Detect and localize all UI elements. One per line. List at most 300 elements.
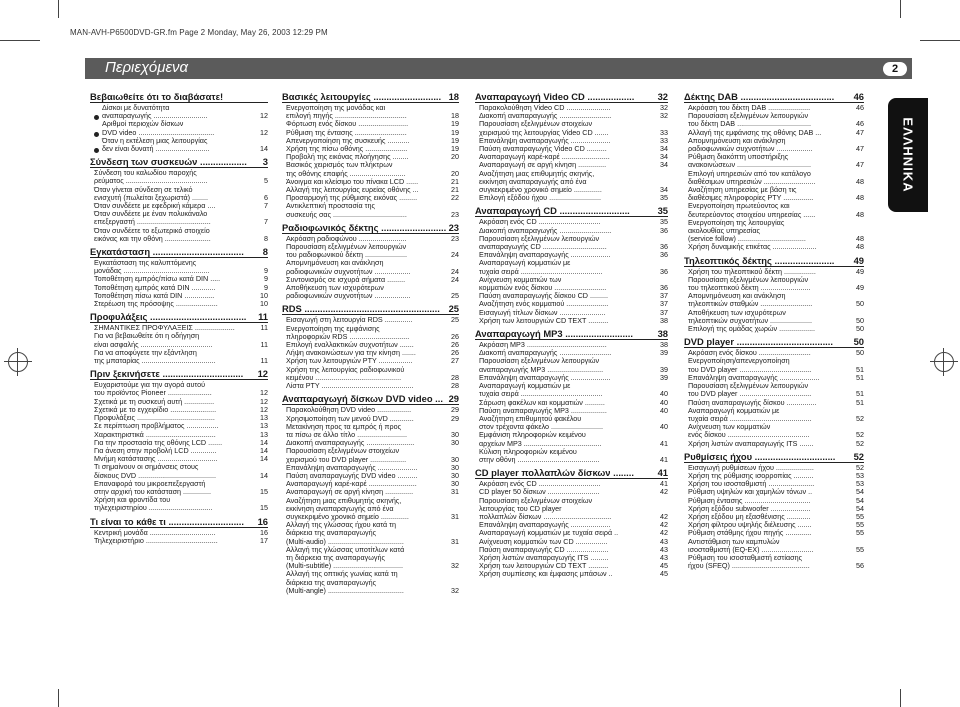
toc-entry xyxy=(475,276,668,292)
toc-section-page: 49 xyxy=(853,254,864,266)
toc-entry-page: 54 xyxy=(856,503,864,513)
toc-entry-page: 48 xyxy=(856,234,864,244)
toc-entry-page: 51 xyxy=(856,364,864,374)
toc-entry-text: Αναζήτηση ενός κομματιού ..................... xyxy=(479,299,609,309)
toc-entry-page: 39 xyxy=(660,348,668,358)
toc-entry-text: Όταν συνδέετε με εφεδρική κάμερα .... xyxy=(94,201,216,211)
toc-entry-text: Παρουσίαση εξελιγμένων λειτουργιών του τηλεοπτικού δέκτη ......................... xyxy=(688,274,811,293)
crop-mark xyxy=(920,40,960,41)
toc-entry-text: Ρύθμιση έντασης ................................. xyxy=(688,495,811,505)
toc-entry xyxy=(90,300,268,308)
toc-section-page: 3 xyxy=(262,156,268,168)
toc-entry-text: Παρουσίαση εξελιγμένων λειτουργιών αναπαραγωγής CD ................................ xyxy=(479,233,607,252)
toc-entry-text: Διακοπή αναπαραγωγής .......................... xyxy=(479,225,612,235)
toc-entry-page: 46 xyxy=(856,103,864,112)
page-title: Περιεχόμενα xyxy=(105,59,189,76)
toc-entry-list xyxy=(90,529,268,545)
toc-entry-page: 32 xyxy=(451,561,459,571)
toc-entry-list xyxy=(684,464,864,571)
toc-entry-page: 14 xyxy=(260,445,268,455)
toc-entry-page: 17 xyxy=(260,535,268,545)
toc-entry-page: 55 xyxy=(856,544,864,554)
toc-entry-text: Τηλεχειριστήριο .................................... xyxy=(94,535,218,545)
toc-entry-page: 29 xyxy=(451,413,459,423)
toc-section-label: Ρυθμίσεις ήχου ............................... xyxy=(684,450,836,462)
toc-entry xyxy=(282,447,459,463)
toc-entry-text: Ανίχνευση κομματιών των CD ................ xyxy=(479,536,608,546)
toc-section-page: 41 xyxy=(657,467,668,479)
toc-entry-page: 55 xyxy=(856,528,864,538)
toc-entry-text: Εισαγωγή ρυθμίσεων ήχου ................... xyxy=(688,462,814,472)
toc-entry-page: 19 xyxy=(451,144,459,154)
toc-entry-page: 42 xyxy=(660,511,668,521)
toc-entry xyxy=(475,431,668,447)
bullet-icon xyxy=(94,148,99,153)
toc-entry-list xyxy=(90,324,268,365)
toc-entry-text: Παρουσίαση εξελιγμένων λειτουργιών του δέκτη DAB ..................................... xyxy=(688,111,811,129)
toc-section-title xyxy=(684,336,864,348)
toc-entry-page: 9 xyxy=(264,266,268,276)
toc-entry-text: Παύση αναπαραγωγής CD ..................... xyxy=(479,544,609,554)
toc-entry xyxy=(282,161,459,177)
toc-entry xyxy=(475,170,668,195)
toc-entry-text: CD player 50 δίσκων .......................... xyxy=(479,487,600,497)
toc-section-title xyxy=(475,467,668,479)
toc-entry-list xyxy=(282,235,459,301)
bullet-icon xyxy=(94,132,99,137)
toc-entry-page: 35 xyxy=(660,217,668,227)
toc-entry-page: 10 xyxy=(260,290,268,300)
toc-entry-page: 47 xyxy=(856,127,864,137)
toc-entry xyxy=(684,440,864,448)
toc-section-page: 12 xyxy=(257,368,268,380)
toc-entry-page: 55 xyxy=(856,511,864,521)
toc-entry-page: 41 xyxy=(660,454,668,464)
toc-entry xyxy=(282,243,459,259)
toc-entry-text: Χρήση των λειτουργιών CD TEXT .......... xyxy=(479,315,609,325)
toc-entry-page: 48 xyxy=(856,242,864,252)
toc-entry-page: 41 xyxy=(660,479,668,489)
toc-entry-text: Παύση αναπαραγωγής Video CD .......... xyxy=(479,144,607,154)
toc-entry-text: Εισαγωγή τίτλων δίσκων ....................... xyxy=(479,307,606,317)
toc-entry-page: 51 xyxy=(856,372,864,382)
toc-entry-text: Όταν γίνεται σύνδεση σε τελικό ενισχυτή (πωλείται ξεχωριστά) ........ xyxy=(94,184,208,202)
toc-entry-text: Χρησιμοποίηση των μενού DVD ............ xyxy=(286,413,414,423)
toc-column-4 xyxy=(684,88,864,570)
toc-section-title xyxy=(90,311,268,323)
toc-entry-page: 33 xyxy=(660,135,668,145)
toc-entry-page: 15 xyxy=(260,486,268,496)
toc-section-page: 16 xyxy=(257,515,268,527)
toc-entry-text: Διακοπή αναπαραγωγής .......................... xyxy=(479,348,612,358)
toc-section-label: Δέκτης DAB .................................... xyxy=(684,91,835,102)
toc-entry xyxy=(684,325,864,333)
toc-entry-text: Αλλαγή της γλώσσας ήχου κατά τη διάρκεια της αναπαραγωγής (Multi-audio) ...................................... xyxy=(286,520,404,546)
toc-entry-page: 34 xyxy=(660,152,668,162)
toc-entry-page: 12 xyxy=(260,396,268,406)
toc-section-title xyxy=(90,516,268,528)
toc-entry-text: Απομνημόνευση και ανάκληση ραδιοφωνικών συχνοτήτων .................. xyxy=(688,135,813,154)
toc-entry-list xyxy=(282,104,459,219)
toc-entry-list xyxy=(90,259,268,308)
toc-section-page: 11 xyxy=(258,311,268,323)
toc-entry-text: Χρήση και φροντίδα του τηλεχειριστηρίου ................................ xyxy=(94,495,213,513)
toc-entry-page: 24 xyxy=(451,266,459,276)
toc-entry-text: Φόρτωση ενός δίσκου ......................... xyxy=(286,119,409,129)
toc-section-page: 32 xyxy=(657,91,668,102)
toc-entry-text: Παύση αναπαραγωγής δίσκου ............... xyxy=(688,397,817,407)
toc-entry-page: 34 xyxy=(660,185,668,195)
toc-entry xyxy=(90,463,268,479)
toc-entry-page: 40 xyxy=(660,405,668,415)
toc-entry-text: Ανίχνευση των κομματιών ενός δίσκου ......................................... xyxy=(688,422,810,440)
toc-entry-page: 38 xyxy=(660,340,668,350)
toc-entry-text: Προσαρμογή της ρύθμισης εικόνας ......... xyxy=(286,193,418,203)
toc-entry-page: 52 xyxy=(856,430,864,440)
toc-entry xyxy=(90,480,268,496)
toc-entry-page: 28 xyxy=(451,381,459,391)
toc-entry-text: Σύνδεση του καλωδίου παροχής ρεύματος ......................................... xyxy=(94,168,208,186)
toc-section-label: CD player πολλαπλών δίσκων ........ xyxy=(475,467,634,479)
toc-entry xyxy=(282,546,459,571)
toc-entry-text: Απενεργοποίηση της συσκευής ........... xyxy=(286,135,410,145)
toc-entry-page: 36 xyxy=(660,225,668,235)
toc-entry-text: Χρήση λιστών αναπαραγωγής ITS ....... xyxy=(688,438,814,448)
title-bar xyxy=(85,58,912,79)
toc-entry xyxy=(90,227,268,243)
toc-entry-page: 30 xyxy=(451,454,459,464)
toc-entry-page: 20 xyxy=(451,168,459,178)
toc-entry-text: Απομνημόνευση και ανάκληση τηλεοπτικών σταθμών .......................... xyxy=(688,291,813,309)
toc-entry-text: Χρήση δυναμικής ετικέτας ...................... xyxy=(688,242,817,252)
toc-entry-page: 24 xyxy=(451,274,459,284)
toc-entry-text: Ακρόαση του δέκτη DAB ..................... xyxy=(688,103,811,112)
toc-entry xyxy=(475,317,668,325)
toc-entry-page: 12 xyxy=(260,127,268,137)
toc-entry-page: 28 xyxy=(451,372,459,382)
toc-entry-list xyxy=(475,341,668,464)
toc-section-title xyxy=(90,156,268,168)
toc-entry-text: Λήψη ανακοινώσεων για την κίνηση ....... xyxy=(286,348,416,358)
toc-entry-text: Ρύθμιση στάθμης ήχου πηγής ............. xyxy=(688,528,812,538)
toc-section-title xyxy=(684,255,864,267)
toc-section-title xyxy=(684,451,864,463)
toc-entry-page: 14 xyxy=(260,144,268,154)
crop-mark xyxy=(58,689,59,707)
page-number-badge xyxy=(883,62,907,76)
toc-entry xyxy=(90,120,268,136)
toc-entry-text: Σε περίπτωση προβλήματος ................ xyxy=(94,421,219,431)
toc-entry-page: 48 xyxy=(856,209,864,219)
toc-entry-text: Ενεργοποίηση της εμφάνισης πληροφοριών RDS .............................. xyxy=(286,323,410,341)
toc-entry xyxy=(475,415,668,431)
toc-entry-page: 53 xyxy=(856,479,864,489)
toc-entry xyxy=(475,570,668,578)
toc-entry-text: Ανίχνευση κομματιών των κομματιών ενός δίσκου .......................... xyxy=(479,274,607,293)
toc-entry-list xyxy=(475,218,668,325)
toc-entry-text: Αναπαραγωγή καρέ-καρέ ........................ xyxy=(479,152,610,162)
toc-entry-page: 30 xyxy=(451,429,459,439)
toc-entry-page: 36 xyxy=(660,266,668,276)
toc-entry-text: Αναπαραγωγή κομματιών με τυχαία σειρά ......................................... xyxy=(688,405,812,423)
toc-entry-list xyxy=(90,381,268,512)
toc-entry-page: 30 xyxy=(451,470,459,480)
toc-entry-page: 54 xyxy=(856,487,864,497)
toc-entry-text: Αναπαραγωγή κομματιών με τυχαία σειρά ......................................... xyxy=(479,381,603,399)
toc-section-label: Τηλεοπτικός δέκτης ....................... xyxy=(684,254,835,266)
toc-entry xyxy=(475,120,668,136)
toc-entry-page: 50 xyxy=(856,324,864,334)
toc-entry-page: 21 xyxy=(451,176,459,186)
toc-entry xyxy=(90,349,268,365)
toc-entry-page: 51 xyxy=(856,389,864,399)
toc-section-label: Αναπαραγωγή MP3 .......................... xyxy=(475,328,633,340)
toc-entry-text: Για να βεβαιωθείτε ότι η οδήγηση είναι ασφαλής .................................... xyxy=(94,331,213,349)
toc-entry-text: Παρακολούθηση DVD video ................. xyxy=(286,405,412,415)
toc-entry-text: Παύση αναπαραγωγής DVD video .......... xyxy=(286,470,418,480)
toc-entry-page: 37 xyxy=(660,299,668,309)
toc-entry-text: Χρήση εξόδου subwoofer .................... xyxy=(688,503,811,513)
toc-entry-text: Αναπαραγωγή κομματιών με τυχαία σειρά .. xyxy=(479,528,619,538)
toc-entry-page: 23 xyxy=(451,209,459,219)
toc-entry-page: 41 xyxy=(660,438,668,448)
toc-entry-page: 27 xyxy=(451,356,459,366)
toc-section-label: Ραδιοφωνικός δέκτης ......................... xyxy=(282,221,447,233)
toc-section-label: Τι είναι το κάθε τι ............................. xyxy=(90,515,244,527)
toc-section-title xyxy=(282,303,459,315)
toc-entry-text: ΣΗΜΑΝΤΙΚΕΣ ΠΡΟΦΥΛΑΞΕΙΣ .................... xyxy=(94,323,235,333)
toc-entry-page: 20 xyxy=(451,152,459,162)
toc-section-title xyxy=(475,328,668,340)
toc-entry-text: Αριθμοί περιοχών δίσκων DVD video ...................................... xyxy=(102,119,215,137)
toc-entry-page: 30 xyxy=(451,438,459,448)
toc-entry-page: 7 xyxy=(264,217,268,227)
toc-section-title xyxy=(282,91,459,103)
toc-entry-text: Διακοπή αναπαραγωγής ........................ xyxy=(286,438,415,448)
file-info-header: MAN-AVH-P6500DVD-GR.fm Page 2 Monday, May 26, 2003 12:29 PM xyxy=(70,28,328,37)
toc-entry-text: Εμφάνιση πληροφοριών κειμένου αρχείων MP3 ....................................... xyxy=(479,430,602,448)
toc-entry-page: 42 xyxy=(660,487,668,497)
toc-entry-text: Ενεργοποίηση/απενεργοποίηση του DVD player .................................... xyxy=(688,356,812,374)
toc-entry-page: 11 xyxy=(260,356,268,366)
toc-entry-text: Χρήση εξόδου μη εξασθένισης ............ xyxy=(688,511,811,521)
toc-entry-text: Ρύθμιση της έντασης .......................... xyxy=(286,127,407,137)
toc-entry-page: 36 xyxy=(660,250,668,260)
toc-entry-page: 52 xyxy=(856,438,864,448)
toc-entry xyxy=(90,259,268,275)
toc-entry xyxy=(282,423,459,439)
toc-entry-page: 11 xyxy=(260,339,268,349)
toc-entry-text: Επανάληψη αναπαραγωγής .................... xyxy=(688,372,820,382)
toc-entry xyxy=(475,497,668,522)
toc-entry-page: 14 xyxy=(260,470,268,480)
toc-entry-text: Αναζήτηση υπηρεσίας με βάση τις διαθέσιμες πληροφορίες PTY ............... xyxy=(688,185,814,203)
toc-entry-page: 42 xyxy=(660,520,668,530)
toc-entry-text: Τοποθέτηση εμπρός/πίσω κατά DIN ..... xyxy=(94,274,221,284)
toc-entry-page: 52 xyxy=(856,413,864,423)
toc-section-label: Προφυλάξεις ..................................... xyxy=(90,311,247,323)
toc-entry-text: Παρακολούθηση Video CD ...................... xyxy=(479,103,611,112)
toc-entry-text: Χρήση του τηλεοπτικού δέκτη ................ xyxy=(688,266,816,276)
toc-entry-page: 39 xyxy=(660,364,668,374)
language-tab-label: ΕΛΛΗΝΙΚΑ xyxy=(900,117,916,193)
toc-entry xyxy=(684,219,864,244)
toc-entry-page: 15 xyxy=(260,503,268,513)
toc-section-page: 38 xyxy=(657,328,668,340)
toc-entry-page: 49 xyxy=(856,283,864,293)
toc-entry-page: 29 xyxy=(451,405,459,415)
toc-entry-page: 24 xyxy=(451,250,459,260)
toc-entry xyxy=(684,112,864,128)
toc-entry xyxy=(282,284,459,300)
toc-entry-page: 32 xyxy=(451,585,459,595)
toc-entry-text: Αντιστάθμιση των καμπυλών ισοσταθμιστή (EQ-EX) .......................... xyxy=(688,536,814,554)
toc-entry-page: 43 xyxy=(660,536,668,546)
toc-entry-text: Όταν συνδέετε με έναν πολυκάναλο επεξεργαστή ..................................... xyxy=(94,209,211,227)
toc-entry-text: Επαναφορά του μικροεπεξεργαστή στην αρχική του κατάσταση .............. xyxy=(94,478,211,496)
toc-entry-page: 51 xyxy=(856,397,864,407)
toc-entry-page: 43 xyxy=(660,544,668,554)
toc-entry-text: Ακρόαση ενός δίσκου .......................... xyxy=(688,348,811,358)
toc-entry xyxy=(90,186,268,202)
toc-entry-page: 48 xyxy=(856,193,864,203)
crop-mark xyxy=(58,0,59,18)
toc-entry-page: 40 xyxy=(660,397,668,407)
toc-entry-page: 7 xyxy=(264,201,268,211)
toc-entry xyxy=(90,496,268,512)
toc-entry-text: Στερέωση της πρόσοψης ..................... xyxy=(94,299,218,309)
toc-entry-page: 6 xyxy=(264,192,268,202)
toc-entry xyxy=(684,407,864,423)
toc-entry-text: Για άνεση στην προβολή LCD ............. xyxy=(94,445,217,455)
toc-entry-text: Αναζήτηση μιας επιθυμητής σκηνής, εκκίνηση αναπαραγωγής από ένα συγκεκριμένο χρονικό σημείο .............. xyxy=(286,495,409,521)
registration-mark xyxy=(8,352,28,372)
toc-entry-text: Αναπαραγωγή κομματιών με τυχαία σειρά ......................................... xyxy=(479,258,603,276)
toc-section-title xyxy=(475,91,668,103)
toc-entry-text: Επιλογή εξόδου ήχου .......................... xyxy=(479,193,601,203)
toc-entry-page: 16 xyxy=(260,527,268,537)
toc-entry-text: Χρήση του ισοσταθμιστή ....................... xyxy=(688,479,815,489)
toc-entry xyxy=(90,381,268,397)
toc-entry-page: 37 xyxy=(660,291,668,301)
toc-entry-page: 22 xyxy=(451,193,459,203)
toc-section-label: Βεβαιωθείτε ότι το διαβάσατε! xyxy=(90,91,224,102)
toc-entry-page: 13 xyxy=(260,413,268,423)
toc-entry-page: 31 xyxy=(451,487,459,497)
toc-entry-page: 36 xyxy=(660,283,668,293)
toc-entry xyxy=(475,235,668,251)
toc-section-page: 52 xyxy=(853,450,864,462)
toc-entry-page: 9 xyxy=(264,282,268,292)
toc-entry-page: 35 xyxy=(660,193,668,203)
toc-entry-text: Τοποθέτηση εμπρός κατά DIN ............ xyxy=(94,282,216,292)
toc-section-label: Σύνδεση των συσκευών .................. xyxy=(90,156,247,168)
toc-entry-list xyxy=(90,169,268,243)
toc-entry-text: Τι σημαίνουν οι σημάνσεις στους δίσκους DVD ....................................... xyxy=(94,462,216,480)
toc-entry xyxy=(684,292,864,308)
toc-entry-text: Ακρόαση MP3 ........................................ xyxy=(479,340,607,350)
toc-entry xyxy=(90,537,268,545)
toc-entry-text: Κεντρική μονάδα ................................. xyxy=(94,527,216,537)
toc-entry-text: Ακρόαση ραδιοφώνου ........................ xyxy=(286,233,407,243)
toc-entry-text: Χαρακτηριστικά ................................... xyxy=(94,429,216,439)
toc-entry-page: 48 xyxy=(856,176,864,186)
toc-entry xyxy=(684,243,864,251)
toc-entry xyxy=(90,332,268,348)
toc-entry xyxy=(90,137,268,153)
toc-entry-page: 55 xyxy=(856,520,864,530)
toc-entry-text: Ενεργοποίηση της λειτουργίας ακολουθίας υπηρεσίας (service follow) .................................. xyxy=(688,217,806,244)
toc-entry xyxy=(282,382,459,390)
toc-entry-page: 47 xyxy=(856,160,864,170)
toc-entry-text: Συντονισμός σε ισχυρά σήματα ......... xyxy=(286,274,406,284)
toc-section-page: 25 xyxy=(448,303,459,315)
toc-column-2 xyxy=(282,88,459,595)
toc-entry-page: 26 xyxy=(451,331,459,341)
toc-entry-text: Χρήση των λειτουργιών CD TEXT .......... xyxy=(479,561,609,571)
toc-entry xyxy=(282,570,459,595)
toc-entry-page: 40 xyxy=(660,422,668,432)
toc-entry xyxy=(475,259,668,275)
toc-entry-text: Ρύθμιση διακόπτη υποστήριξης ανακοινώσεων ..................................... xyxy=(688,152,811,170)
toc-entry-text: Επανάληψη αναπαραγωγής .................... xyxy=(479,372,611,382)
toc-entry-text: Ρύθμιση υψηλών και χαμηλών τόνων .. xyxy=(688,487,813,497)
toc-entry-page: 45 xyxy=(660,561,668,571)
toc-entry-page: 56 xyxy=(856,561,864,571)
toc-entry xyxy=(475,194,668,202)
toc-entry-page: 12 xyxy=(260,404,268,414)
toc-entry-text: Αναζήτηση μιας επιθυμητής σκηνής, εκκίνηση αναπαραγωγής από ένα συγκεκριμένο χρονικό σημείο .............. xyxy=(479,168,602,195)
toc-entry-page: 50 xyxy=(856,315,864,325)
toc-entry-page: 19 xyxy=(451,119,459,129)
toc-entry xyxy=(282,202,459,218)
toc-entry-page: 19 xyxy=(451,127,459,137)
toc-entry xyxy=(282,497,459,522)
toc-section-label: DVD player ..................................... xyxy=(684,336,833,348)
toc-entry-text: Ακρόαση ενός CD ............................... xyxy=(479,479,601,489)
toc-entry-text: Επανάληψη αναπαραγωγής .................... xyxy=(479,135,611,145)
toc-entry xyxy=(282,259,459,275)
toc-entry-page: 18 xyxy=(451,111,459,121)
toc-entry-page: 32 xyxy=(660,103,668,112)
toc-entry-page: 32 xyxy=(660,111,668,121)
toc-entry-text: Επανάληψη αναπαραγωγής .................... xyxy=(286,462,418,472)
toc-entry xyxy=(475,357,668,373)
toc-entry-page: 38 xyxy=(660,315,668,325)
toc-entry-text: Προφυλάξεις ....................................... xyxy=(94,413,215,423)
toc-entry xyxy=(282,104,459,120)
toc-entry-text: Βασικός χειρισμός των πλήκτρων της οθόνης επαφής ............................ xyxy=(286,160,406,178)
toc-entry-page: 37 xyxy=(660,307,668,317)
toc-entry-page: 53 xyxy=(856,470,864,480)
crop-mark xyxy=(900,0,901,18)
toc-section-label: RDS .................................................... xyxy=(282,303,440,315)
toc-entry-page: 8 xyxy=(264,233,268,243)
toc-entry-text: Χρήση φίλτρου υψηλής διέλευσης ....... xyxy=(688,520,812,530)
toc-entry-page: 19 xyxy=(451,135,459,145)
page-number: 2 xyxy=(891,63,899,75)
toc-entry-text: Μετακίνηση προς τα εμπρός ή προς τα πίσω σε άλλο τίτλο ......................... xyxy=(286,421,408,439)
toc-entry-page: 14 xyxy=(260,454,268,464)
toc-entry-list xyxy=(282,316,459,390)
toc-entry-page: 52 xyxy=(856,462,864,472)
toc-entry-page: 40 xyxy=(660,389,668,399)
toc-entry-text: Σχετικά με τη συσκευή αυτή ............... xyxy=(94,396,215,406)
toc-entry-text: Τοποθέτηση πίσω κατά DIN ............... xyxy=(94,290,215,300)
toc-entry-page: 54 xyxy=(856,495,864,505)
toc-entry-page: 30 xyxy=(451,479,459,489)
toc-entry-text: Απομνημόνευση και ανάκληση ραδιοφωνικών συχνοτήτων .................. xyxy=(286,258,411,276)
